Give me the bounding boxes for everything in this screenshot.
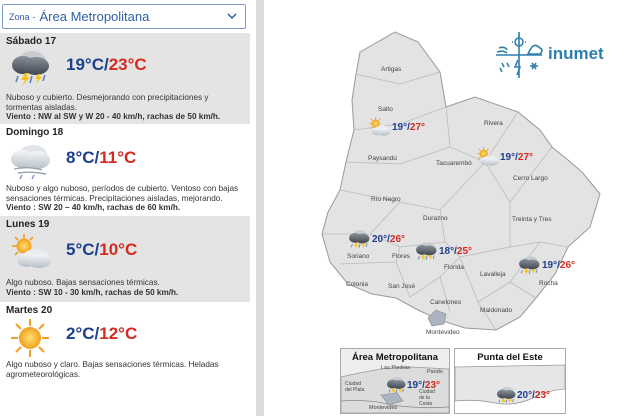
day-wind: Viento : SW 20 – 40 km/h, rachas de 60 km/h. <box>6 203 181 213</box>
department-label: Maldonado <box>480 307 513 314</box>
department-label: Soriano <box>347 253 370 260</box>
temp-max: 26° <box>389 233 406 245</box>
city-forecast-rocha[interactable] <box>516 254 575 276</box>
sun-icon <box>8 318 52 358</box>
place-label: Montevideo <box>369 405 398 411</box>
temp-separator: / <box>407 121 410 133</box>
day-name: Lunes 19 <box>6 219 50 230</box>
temp-max: 12°C <box>99 324 138 343</box>
department-label: Flores <box>392 253 411 260</box>
forecast-day-monday <box>0 216 250 302</box>
panel-divider <box>256 0 264 416</box>
inumet-logo <box>490 30 610 80</box>
inset-temperatures <box>517 390 550 401</box>
storm-cloud-icon <box>495 385 517 405</box>
temp-min: 19° <box>407 379 423 391</box>
temp-max: 10°C <box>99 240 138 259</box>
department-label: Durazno <box>423 215 448 222</box>
temp-separator: / <box>557 259 560 271</box>
temp-separator: / <box>94 148 100 167</box>
temp-separator: / <box>532 389 535 401</box>
forecast-day-tuesday <box>0 302 250 416</box>
inset-punta-del-este[interactable] <box>454 348 566 414</box>
storm-cloud-icon <box>346 228 372 250</box>
temp-separator: / <box>515 151 518 163</box>
temp-max: 26° <box>559 259 576 271</box>
zone-select-label: Zona <box>9 11 30 22</box>
windy-rain-cloud-icon <box>8 140 52 180</box>
department-label: Tacuarembó <box>436 160 472 167</box>
temp-min: 20° <box>517 389 533 401</box>
storm-cloud-icon <box>385 375 407 395</box>
day-conditions: Nuboso y algo nuboso, períodos de cubierto. Ventoso con bajas sensaciones térmicas. Precipitaciones aisladas, mejorando. <box>6 184 239 203</box>
zone-select-separator: - <box>32 11 36 22</box>
temp-min: 19° <box>542 259 558 271</box>
storm-cloud-icon <box>516 254 542 276</box>
temp-min: 5°C <box>66 240 95 259</box>
city-temperatures <box>542 260 575 271</box>
department-label: Canelones <box>430 299 462 306</box>
city-temperatures <box>439 246 472 257</box>
temp-separator: / <box>387 233 390 245</box>
place-label: Ciudad del Plata <box>345 381 365 393</box>
zone-select[interactable] <box>2 4 246 29</box>
zone-select-value: Área Metropolitana <box>39 9 150 24</box>
temp-separator: / <box>103 55 109 74</box>
day-wind: Viento : NW al SW y W 20 - 40 km/h, rachas de 50 km/h. <box>6 112 221 122</box>
inset-forecast <box>495 385 550 405</box>
storm-cloud-icon <box>413 240 439 262</box>
place-label: Pando <box>427 369 443 375</box>
temp-min: 8°C <box>66 148 95 167</box>
department-label: Lavalleja <box>480 271 506 278</box>
storm-cloud-icon <box>8 47 52 87</box>
day-conditions: Algo nuboso y claro. Bajas sensaciones térmicas. Heladas agrometeorológicas. <box>6 360 219 379</box>
city-temperatures <box>392 122 425 133</box>
city-temperatures <box>372 234 405 245</box>
day-description <box>6 93 246 122</box>
inset-title: Punta del Este <box>477 352 543 363</box>
logo-text: inumet <box>548 44 604 63</box>
temp-separator: / <box>94 240 100 259</box>
day-name: Domingo 18 <box>6 127 64 138</box>
chevron-down-icon[interactable] <box>226 10 238 22</box>
temp-max: 27° <box>409 121 426 133</box>
department-label: Florida <box>444 264 464 271</box>
day-temperatures <box>66 148 136 168</box>
temp-min: 19° <box>500 151 516 163</box>
partly-cloudy-icon <box>8 232 52 272</box>
forecast-day-sunday <box>0 124 250 216</box>
place-label: Las Piedras <box>381 365 411 371</box>
day-description <box>6 278 246 297</box>
department-label: Montevideo <box>426 329 460 336</box>
temp-separator: / <box>454 245 457 257</box>
department-label: Cerro Largo <box>513 175 548 182</box>
temp-separator: / <box>422 379 425 391</box>
day-conditions: Algo nuboso. Bajas sensaciones térmicas. <box>6 278 160 287</box>
day-name: Martes 20 <box>6 305 53 316</box>
department-label: Río Negro <box>371 196 401 203</box>
temp-max: 25° <box>456 245 473 257</box>
city-forecast-soriano[interactable] <box>346 228 405 250</box>
temp-max: 23°C <box>108 55 147 74</box>
day-conditions: Nuboso y cubierto. Desmejorando con precipitaciones y tormentas aisladas. <box>6 93 209 112</box>
day-wind: Viento : SW 10 - 30 km/h, rachas de 50 km/h. <box>6 287 179 297</box>
day-temperatures <box>66 240 137 260</box>
department-label: Rivera <box>484 120 503 127</box>
temp-max: 11°C <box>99 148 137 167</box>
department-label: Salto <box>378 106 393 113</box>
partly-cloudy-icon <box>366 116 392 138</box>
inset-forecast <box>385 375 440 395</box>
temp-min: 2°C <box>66 324 95 343</box>
place-label: Ciudad de la Costa <box>419 389 435 407</box>
temp-max: 23° <box>534 389 551 401</box>
day-temperatures <box>66 55 147 75</box>
forecast-panel <box>0 0 250 416</box>
temp-separator: / <box>94 324 100 343</box>
inset-area-metropolitana[interactable] <box>340 348 450 414</box>
city-forecast-tacuarembo[interactable] <box>474 146 533 168</box>
temp-min: 19°C <box>66 55 104 74</box>
day-name: Sábado 17 <box>6 36 57 47</box>
temp-min: 19° <box>392 121 408 133</box>
temp-max: 23° <box>424 379 441 391</box>
department-label: San José <box>388 283 416 290</box>
forecast-day-saturday <box>0 33 250 124</box>
temp-min: 20° <box>372 233 388 245</box>
department-label: Colonia <box>346 281 369 288</box>
weather-symbols-icon <box>490 30 548 80</box>
day-description <box>6 360 246 379</box>
temp-max: 27° <box>517 151 534 163</box>
inset-title: Área Metropolitana <box>351 352 439 363</box>
department-label: Treinta y Tres <box>512 216 552 223</box>
department-label: Paysandú <box>368 155 397 162</box>
temp-min: 18° <box>439 245 455 257</box>
partly-cloudy-icon <box>474 146 500 168</box>
department-label: Rocha <box>539 280 558 287</box>
city-temperatures <box>500 152 533 163</box>
city-forecast-flores[interactable] <box>413 240 472 262</box>
inset-temperatures <box>407 380 440 391</box>
city-forecast-salto[interactable] <box>366 116 425 138</box>
department-label: Artigas <box>381 66 402 73</box>
day-description <box>6 184 246 213</box>
day-temperatures <box>66 324 137 344</box>
